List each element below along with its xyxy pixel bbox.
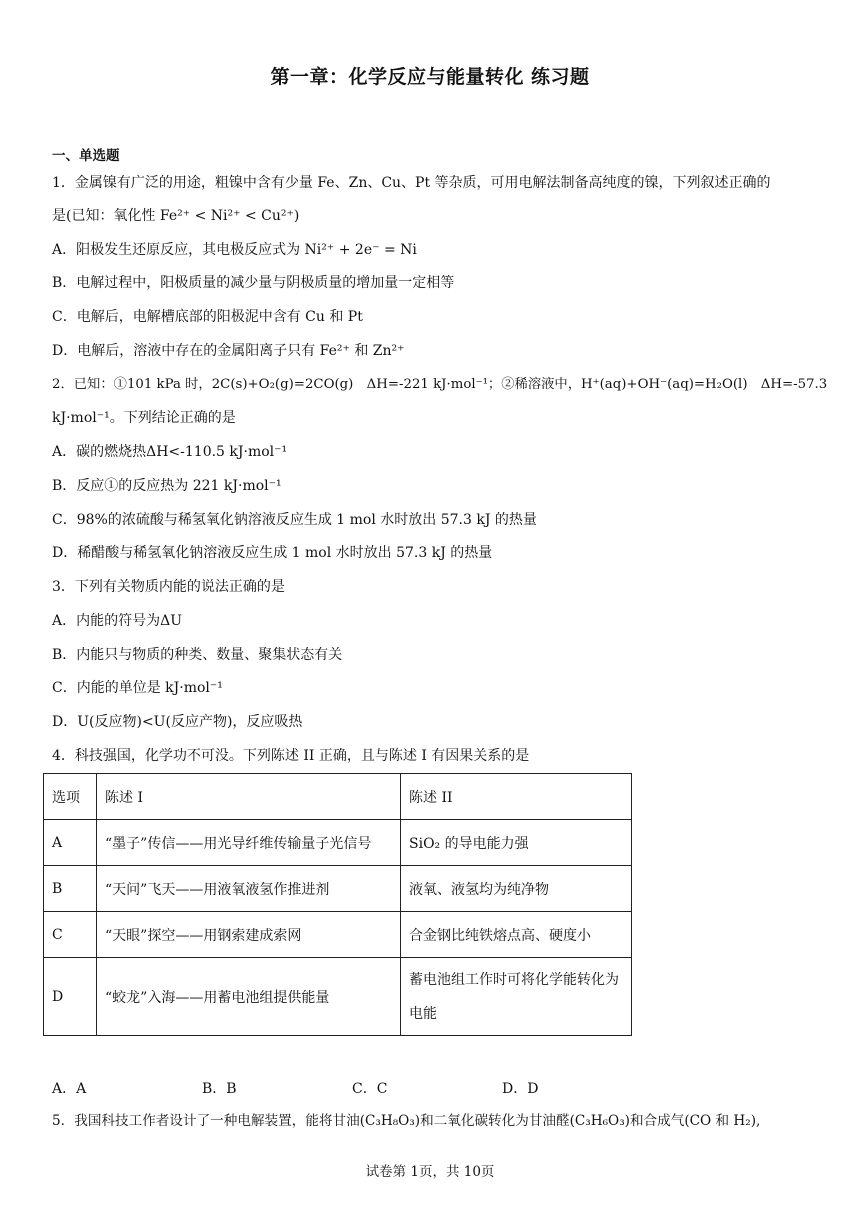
q4-answer-a: A．A xyxy=(52,1081,87,1097)
table-cell: “天眼”探空——用钢索建成索网 xyxy=(97,912,401,958)
q4-answer-c: C．C xyxy=(352,1081,388,1097)
table-cell: B xyxy=(44,866,97,912)
q4-stem: 4．科技强国，化学功不可没。下列陈述 II 正确，且与陈述 I 有因果关系的是 xyxy=(52,748,530,764)
q4-answer-d: D．D xyxy=(502,1081,539,1097)
table-cell: “天问”飞天——用液氧液氢作推进剂 xyxy=(97,866,401,912)
q2-option-a: A．碳的燃烧热ΔH<-110.5 kJ·mol⁻¹ xyxy=(52,444,288,460)
section-heading: 一、单选题 xyxy=(52,148,120,164)
q2-stem-line2: kJ·mol⁻¹。下列结论正确的是 xyxy=(52,410,236,426)
table-cell: “墨子”传信——用光导纤维传输量子光信号 xyxy=(97,820,401,866)
q4-answer-b: B．B xyxy=(202,1081,237,1097)
q1-stem-line2: 是(已知：氧化性 Fe²⁺ < Ni²⁺ < Cu²⁺) xyxy=(52,208,300,224)
table-cell: C xyxy=(44,912,97,958)
table-header-cell: 陈述 I xyxy=(97,774,401,820)
q1-option-b: B．电解过程中，阳极质量的减少量与阴极质量的增加量一定相等 xyxy=(52,275,455,291)
q1-stem-line1: 1．金属镍有广泛的用途，粗镍中含有少量 Fe、Zn、Cu、Pt 等杂质，可用电解法制备高纯度的镍，下列叙述正确的 xyxy=(52,175,771,191)
page-title: 第一章：化学反应与能量转化 练习题 xyxy=(270,66,590,88)
table-row xyxy=(44,820,632,866)
q2-option-c: C．98%的浓硫酸与稀氢氧化钠溶液反应生成 1 mol 水时放出 57.3 kJ 的热量 xyxy=(52,512,537,528)
q2-option-b: B．反应①的反应热为 221 kJ·mol⁻¹ xyxy=(52,478,282,494)
table-header-cell: 陈述 II xyxy=(401,774,632,820)
table-cell: SiO₂ 的导电能力强 xyxy=(401,820,632,866)
table-cell: A xyxy=(44,820,97,866)
q3-option-c: C．内能的单位是 kJ·mol⁻¹ xyxy=(52,680,223,696)
q4-table xyxy=(43,773,632,1036)
table-row xyxy=(44,912,632,958)
q1-option-a: A．阳极发生还原反应，其电极反应式为 Ni²⁺ + 2e⁻ = Ni xyxy=(52,242,417,258)
q2-stem-line1: 2．已知：①101 kPa 时，2C(s)+O₂(g)=2CO(g) ΔH=-221 kJ·mol⁻¹；②稀溶液中，H⁺(aq)+OH⁻(aq)=H₂O(l) ΔH=-57.3 xyxy=(52,377,828,392)
table-row xyxy=(44,958,632,1036)
q1-option-c: C．电解后，电解槽底部的阳极泥中含有 Cu 和 Pt xyxy=(52,309,363,325)
table-cell: D xyxy=(44,958,97,1036)
table-row xyxy=(44,866,632,912)
table-cell: 合金钢比纯铁熔点高、硬度小 xyxy=(401,912,632,958)
table-cell: 蓄电池组工作时可将化学能转化为电能 xyxy=(401,958,632,1036)
q2-option-d: D．稀醋酸与稀氢氧化钠溶液反应生成 1 mol 水时放出 57.3 kJ 的热量 xyxy=(52,545,493,561)
table-cell: “蛟龙”入海——用蓄电池组提供能量 xyxy=(97,958,401,1036)
table-header-cell: 选项 xyxy=(44,774,97,820)
page-footer: 试卷第 1页，共 10页 xyxy=(365,1164,495,1180)
q3-option-d: D．U(反应物)<U(反应产物)，反应吸热 xyxy=(52,714,303,730)
table-header-row xyxy=(44,774,632,820)
q3-option-b: B．内能只与物质的种类、数量、聚集状态有关 xyxy=(52,647,343,663)
table-cell: 液氧、液氢均为纯净物 xyxy=(401,866,632,912)
q3-option-a: A．内能的符号为ΔU xyxy=(52,613,183,629)
q5-stem: 5．我国科技工作者设计了一种电解装置，能将甘油(C₃H₈O₃)和二氧化碳转化为甘油醛(C₃H₆O₃)和合成气(CO 和 H₂), xyxy=(52,1113,761,1129)
q1-option-d: D．电解后，溶液中存在的金属阳离子只有 Fe²⁺ 和 Zn²⁺ xyxy=(52,343,405,359)
q3-stem: 3．下列有关物质内能的说法正确的是 xyxy=(52,579,285,595)
